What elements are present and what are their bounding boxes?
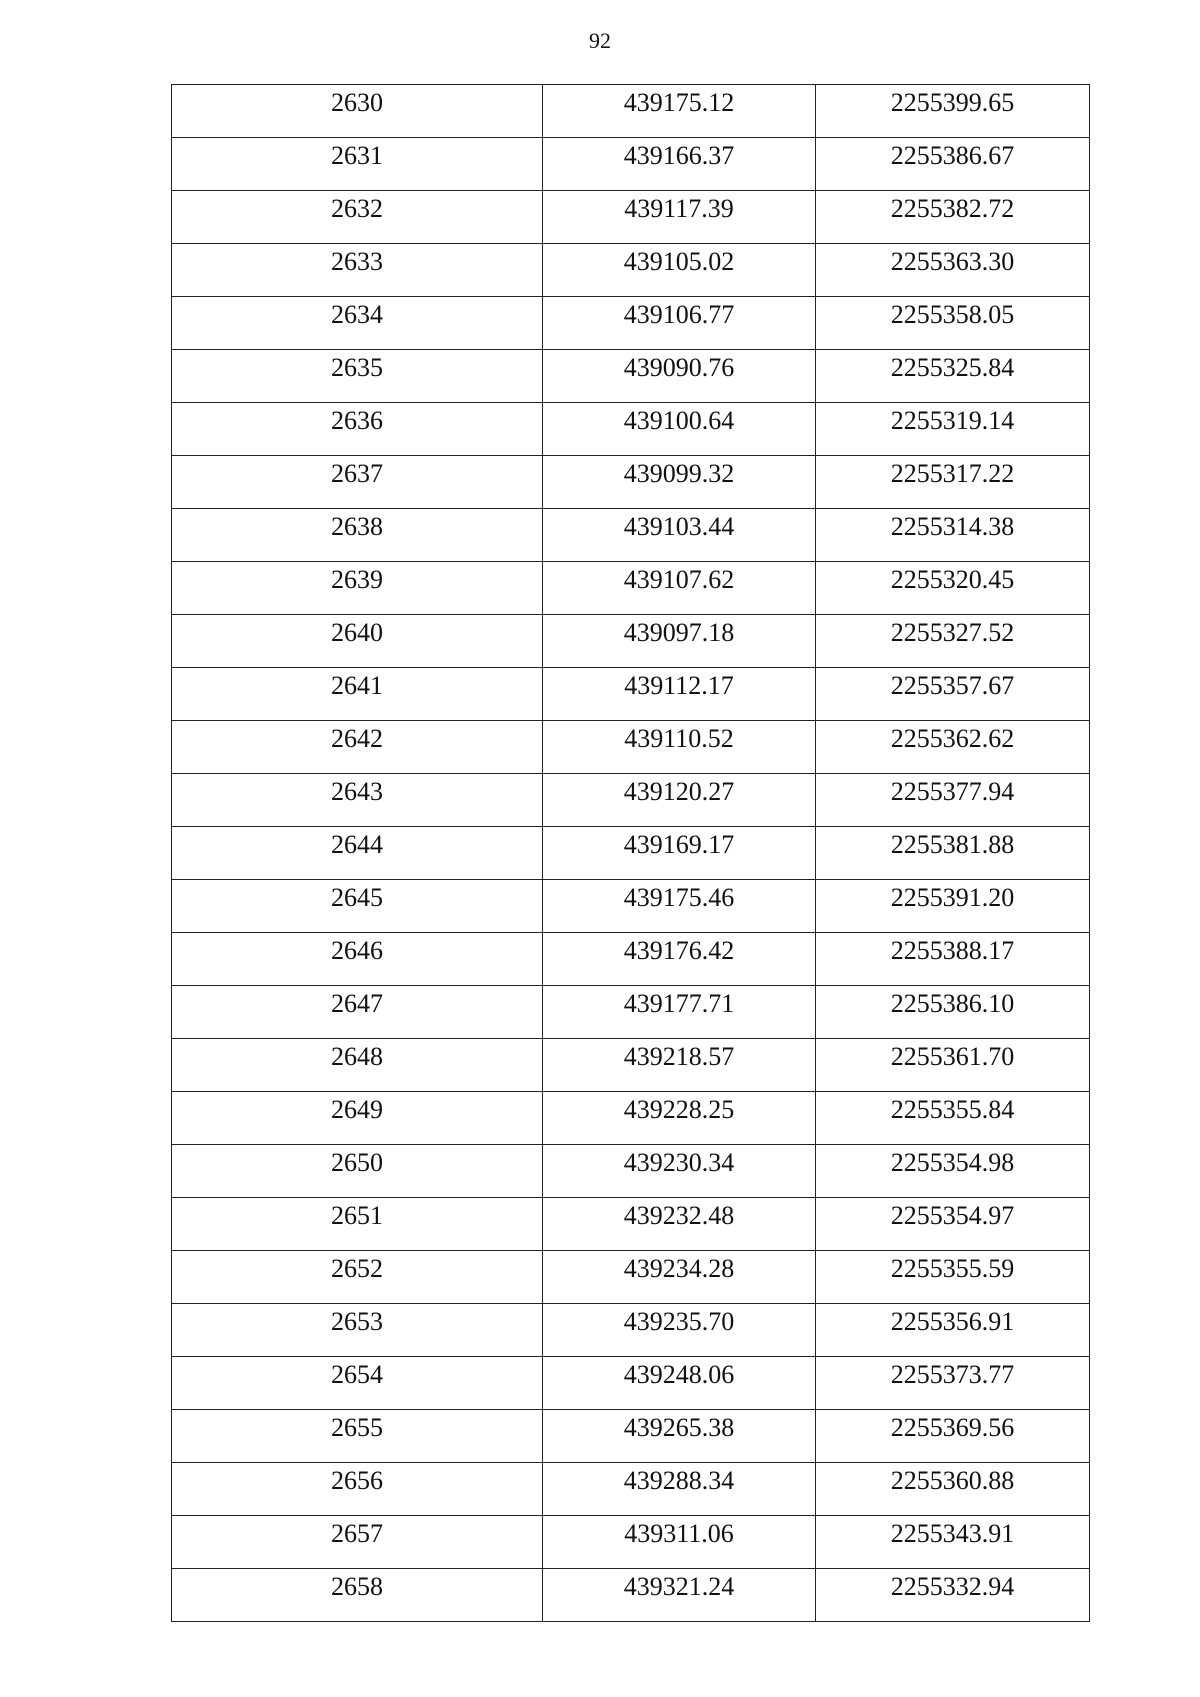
point-id-cell: 2636 <box>172 403 543 456</box>
point-id-cell: 2634 <box>172 297 543 350</box>
table-row <box>172 1039 1090 1092</box>
table-row <box>172 456 1090 509</box>
x-coordinate-cell: 439117.39 <box>543 191 816 244</box>
table-row <box>172 297 1090 350</box>
page-number: 92 <box>589 28 611 53</box>
point-id-cell: 2648 <box>172 1039 543 1092</box>
y-coordinate-cell: 2255355.84 <box>816 1092 1090 1145</box>
table-row <box>172 1516 1090 1569</box>
x-coordinate-cell: 439311.06 <box>543 1516 816 1569</box>
x-coordinate-cell: 439103.44 <box>543 509 816 562</box>
table-row <box>172 562 1090 615</box>
x-coordinate-cell: 439321.24 <box>543 1569 816 1622</box>
table-row <box>172 1463 1090 1516</box>
table-row <box>172 138 1090 191</box>
point-id-cell: 2635 <box>172 350 543 403</box>
table-row <box>172 774 1090 827</box>
table-row <box>172 1569 1090 1622</box>
table-row <box>172 1251 1090 1304</box>
point-id-cell: 2643 <box>172 774 543 827</box>
coordinates-table-body <box>172 85 1090 1622</box>
point-id-cell: 2650 <box>172 1145 543 1198</box>
x-coordinate-cell: 439105.02 <box>543 244 816 297</box>
x-coordinate-cell: 439175.46 <box>543 880 816 933</box>
y-coordinate-cell: 2255363.30 <box>816 244 1090 297</box>
point-id-cell: 2632 <box>172 191 543 244</box>
point-id-cell: 2654 <box>172 1357 543 1410</box>
x-coordinate-cell: 439107.62 <box>543 562 816 615</box>
point-id-cell: 2656 <box>172 1463 543 1516</box>
table-row <box>172 244 1090 297</box>
x-coordinate-cell: 439120.27 <box>543 774 816 827</box>
y-coordinate-cell: 2255354.97 <box>816 1198 1090 1251</box>
y-coordinate-cell: 2255391.20 <box>816 880 1090 933</box>
table-row <box>172 350 1090 403</box>
point-id-cell: 2645 <box>172 880 543 933</box>
x-coordinate-cell: 439228.25 <box>543 1092 816 1145</box>
x-coordinate-cell: 439175.12 <box>543 85 816 138</box>
x-coordinate-cell: 439218.57 <box>543 1039 816 1092</box>
x-coordinate-cell: 439099.32 <box>543 456 816 509</box>
point-id-cell: 2644 <box>172 827 543 880</box>
table-row <box>172 880 1090 933</box>
x-coordinate-cell: 439248.06 <box>543 1357 816 1410</box>
point-id-cell: 2633 <box>172 244 543 297</box>
table-row <box>172 721 1090 774</box>
y-coordinate-cell: 2255382.72 <box>816 191 1090 244</box>
point-id-cell: 2637 <box>172 456 543 509</box>
x-coordinate-cell: 439097.18 <box>543 615 816 668</box>
x-coordinate-cell: 439232.48 <box>543 1198 816 1251</box>
y-coordinate-cell: 2255386.67 <box>816 138 1090 191</box>
table-row <box>172 933 1090 986</box>
point-id-cell: 2647 <box>172 986 543 1039</box>
x-coordinate-cell: 439112.17 <box>543 668 816 721</box>
x-coordinate-cell: 439230.34 <box>543 1145 816 1198</box>
x-coordinate-cell: 439177.71 <box>543 986 816 1039</box>
y-coordinate-cell: 2255388.17 <box>816 933 1090 986</box>
table-row <box>172 85 1090 138</box>
coordinates-table <box>171 84 1090 1622</box>
table-row <box>172 191 1090 244</box>
table-row <box>172 1410 1090 1463</box>
y-coordinate-cell: 2255355.59 <box>816 1251 1090 1304</box>
x-coordinate-cell: 439288.34 <box>543 1463 816 1516</box>
y-coordinate-cell: 2255356.91 <box>816 1304 1090 1357</box>
y-coordinate-cell: 2255332.94 <box>816 1569 1090 1622</box>
y-coordinate-cell: 2255320.45 <box>816 562 1090 615</box>
point-id-cell: 2657 <box>172 1516 543 1569</box>
y-coordinate-cell: 2255369.56 <box>816 1410 1090 1463</box>
table-row <box>172 668 1090 721</box>
table-row <box>172 1304 1090 1357</box>
point-id-cell: 2646 <box>172 933 543 986</box>
x-coordinate-cell: 439169.17 <box>543 827 816 880</box>
x-coordinate-cell: 439100.64 <box>543 403 816 456</box>
point-id-cell: 2642 <box>172 721 543 774</box>
table-row <box>172 1092 1090 1145</box>
point-id-cell: 2641 <box>172 668 543 721</box>
point-id-cell: 2658 <box>172 1569 543 1622</box>
x-coordinate-cell: 439235.70 <box>543 1304 816 1357</box>
y-coordinate-cell: 2255360.88 <box>816 1463 1090 1516</box>
y-coordinate-cell: 2255343.91 <box>816 1516 1090 1569</box>
point-id-cell: 2653 <box>172 1304 543 1357</box>
y-coordinate-cell: 2255314.38 <box>816 509 1090 562</box>
x-coordinate-cell: 439090.76 <box>543 350 816 403</box>
x-coordinate-cell: 439106.77 <box>543 297 816 350</box>
table-row <box>172 986 1090 1039</box>
table-row <box>172 827 1090 880</box>
table-row <box>172 615 1090 668</box>
y-coordinate-cell: 2255357.67 <box>816 668 1090 721</box>
point-id-cell: 2638 <box>172 509 543 562</box>
y-coordinate-cell: 2255325.84 <box>816 350 1090 403</box>
y-coordinate-cell: 2255354.98 <box>816 1145 1090 1198</box>
y-coordinate-cell: 2255361.70 <box>816 1039 1090 1092</box>
x-coordinate-cell: 439110.52 <box>543 721 816 774</box>
x-coordinate-cell: 439176.42 <box>543 933 816 986</box>
table-row <box>172 509 1090 562</box>
y-coordinate-cell: 2255377.94 <box>816 774 1090 827</box>
point-id-cell: 2639 <box>172 562 543 615</box>
y-coordinate-cell: 2255399.65 <box>816 85 1090 138</box>
table-row <box>172 403 1090 456</box>
table-row <box>172 1357 1090 1410</box>
y-coordinate-cell: 2255373.77 <box>816 1357 1090 1410</box>
y-coordinate-cell: 2255386.10 <box>816 986 1090 1039</box>
x-coordinate-cell: 439166.37 <box>543 138 816 191</box>
point-id-cell: 2651 <box>172 1198 543 1251</box>
table-row <box>172 1198 1090 1251</box>
y-coordinate-cell: 2255319.14 <box>816 403 1090 456</box>
point-id-cell: 2631 <box>172 138 543 191</box>
point-id-cell: 2630 <box>172 85 543 138</box>
y-coordinate-cell: 2255327.52 <box>816 615 1090 668</box>
point-id-cell: 2649 <box>172 1092 543 1145</box>
point-id-cell: 2640 <box>172 615 543 668</box>
point-id-cell: 2655 <box>172 1410 543 1463</box>
x-coordinate-cell: 439234.28 <box>543 1251 816 1304</box>
y-coordinate-cell: 2255362.62 <box>816 721 1090 774</box>
y-coordinate-cell: 2255381.88 <box>816 827 1090 880</box>
point-id-cell: 2652 <box>172 1251 543 1304</box>
x-coordinate-cell: 439265.38 <box>543 1410 816 1463</box>
y-coordinate-cell: 2255317.22 <box>816 456 1090 509</box>
table-row <box>172 1145 1090 1198</box>
y-coordinate-cell: 2255358.05 <box>816 297 1090 350</box>
